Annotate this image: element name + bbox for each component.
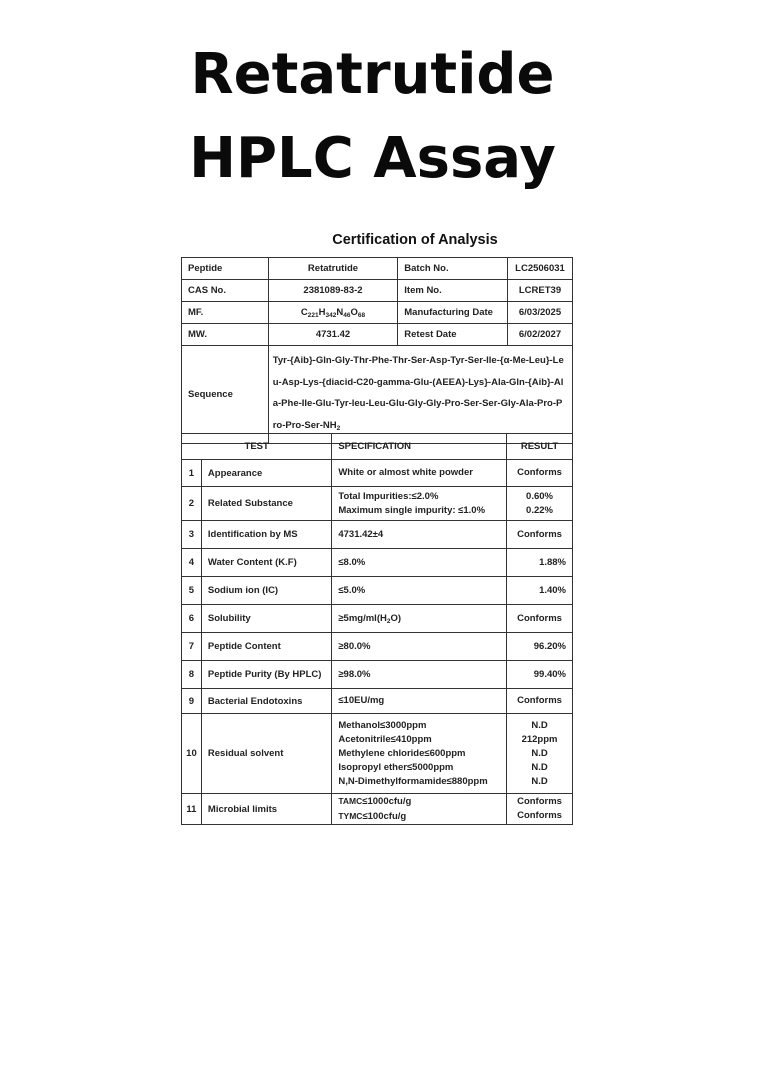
mf-o: O <box>350 306 358 318</box>
test-number: 5 <box>182 577 202 605</box>
test-specification <box>332 605 507 633</box>
result-line: Conforms <box>517 695 562 706</box>
test-number: 10 <box>182 714 202 794</box>
spec-line: ≥98.0% <box>338 668 371 680</box>
spec-line: ≤5.0% <box>338 584 366 596</box>
spec-line: 4731.42±4 <box>338 528 384 540</box>
mf-value <box>268 302 398 324</box>
test-specification <box>332 714 507 794</box>
test-number: 9 <box>182 689 202 714</box>
spec-line: Maximum single impurity: ≤1.0% <box>338 504 486 516</box>
test-result <box>507 689 573 714</box>
result-line: N.D <box>531 761 548 773</box>
test-number: 8 <box>182 661 202 689</box>
test-specification <box>332 689 507 714</box>
spec-line: Isopropyl ether≤5000ppm <box>338 761 454 773</box>
result-line: 96.20% <box>533 640 566 652</box>
mw-label: MW. <box>182 324 269 346</box>
mf-c-count: 221 <box>307 311 319 319</box>
spec-limit: ≤100cfu/g <box>362 811 407 822</box>
test-name: Peptide Content <box>201 633 331 661</box>
spec-line: Methanol≤3000ppm <box>338 719 427 731</box>
test-result <box>507 605 573 633</box>
spec-part: O) <box>390 612 402 624</box>
batch-value: LC2506031 <box>507 258 572 280</box>
result-line: Conforms <box>517 810 562 821</box>
test-result <box>507 661 573 689</box>
result-line: N.D <box>531 719 548 731</box>
header-specification: SPECIFICATION <box>332 434 507 460</box>
test-number: 6 <box>182 605 202 633</box>
test-result <box>507 577 573 605</box>
info-row <box>182 258 573 280</box>
info-row <box>182 302 573 324</box>
sequence-line: $ro-Pro-Ser-NH_2$ <box>272 419 341 432</box>
page-title-line-1: Retatrutide <box>190 42 555 107</box>
page-title-line-2: HPLC Assay <box>189 126 556 191</box>
item-value: LCRET39 <box>507 280 572 302</box>
test-specification <box>332 460 507 487</box>
test-number: 7 <box>182 633 202 661</box>
test-specification <box>332 549 507 577</box>
test-number: 11 <box>182 794 202 825</box>
mw-value: 4731.42 <box>268 324 398 346</box>
spec-line: Acetonitrile≤410ppm <box>338 733 432 745</box>
tests-header-row <box>182 434 573 460</box>
result-line: 212ppm <box>521 733 558 745</box>
test-name: Microbial limits <box>201 794 331 825</box>
spec-line: N,N-Dimethylformamide≤880ppm <box>338 775 488 787</box>
test-row <box>182 549 573 577</box>
test-specification <box>332 633 507 661</box>
spec-line: Methylene chloride≤600ppm <box>338 747 466 759</box>
result-line: Conforms <box>517 467 562 478</box>
test-name: Peptide Purity (By HPLC) <box>201 661 331 689</box>
header-result: RESULT <box>507 434 573 460</box>
sequence-label: Sequence <box>182 346 269 444</box>
spec-line <box>338 794 500 809</box>
sequence-line: u-Asp-Lys-{diacid-C20-gamma-Glu-(AEEA)-Lys}-Ala-Gln-{Aib}-Al <box>272 376 564 388</box>
info-row <box>182 324 573 346</box>
test-result <box>507 633 573 661</box>
test-row <box>182 577 573 605</box>
sequence-value <box>268 346 572 444</box>
test-name: Related Substance <box>201 487 331 521</box>
test-specification <box>332 661 507 689</box>
mf-n-count: 46 <box>343 311 351 319</box>
result-line: N.D <box>531 747 548 759</box>
peptide-label: Peptide <box>182 258 269 280</box>
spec-line: ≤10EU/mg <box>338 695 385 706</box>
spec-prefix: TAMC <box>338 796 363 806</box>
sequence-row <box>182 346 573 444</box>
mf-h-count: 342 <box>325 311 337 319</box>
test-row <box>182 605 573 633</box>
header-test: TEST <box>182 434 332 460</box>
spec-line <box>338 809 500 824</box>
test-name: Identification by MS <box>201 521 331 549</box>
test-row <box>182 714 573 794</box>
test-specification <box>332 577 507 605</box>
test-result <box>507 794 573 825</box>
spec-limit: ≤1000cfu/g <box>362 796 412 807</box>
test-row <box>182 521 573 549</box>
result-line: 1.40% <box>539 584 566 596</box>
retest-value: 6/02/2027 <box>507 324 572 346</box>
test-result <box>507 714 573 794</box>
test-result <box>507 460 573 487</box>
mf-label: MF. <box>182 302 269 324</box>
mf-c: C <box>300 306 308 318</box>
test-row <box>182 460 573 487</box>
test-specification <box>332 794 507 825</box>
test-result <box>507 549 573 577</box>
test-row <box>182 661 573 689</box>
test-name: Water Content (K.F) <box>201 549 331 577</box>
mf-n: N <box>336 306 344 318</box>
test-row <box>182 487 573 521</box>
spec-line: White or almost white powder <box>338 467 473 478</box>
result-line: Conforms <box>517 612 562 624</box>
test-result <box>507 521 573 549</box>
result-line: 1.88% <box>539 556 566 568</box>
result-line: N.D <box>531 775 548 787</box>
sequence-line: Tyr-{Aib}-Gln-Gly-Thr-Phe-Thr-Ser-Asp-Tyr-Ser-Ile-{α-Me-Leu}-Le <box>272 355 564 366</box>
test-result <box>507 487 573 521</box>
spec-line: ≤8.0% <box>338 556 366 568</box>
cas-value: 2381089-83-2 <box>268 280 398 302</box>
retest-label: Retest Date <box>398 324 508 346</box>
spec-line: Total Impurities:≤2.0% <box>338 490 439 502</box>
tests-table <box>181 433 573 825</box>
result-line: Conforms <box>517 796 562 807</box>
test-row <box>182 794 573 825</box>
test-row <box>182 633 573 661</box>
result-line: 0.22% <box>526 504 553 516</box>
mfg-label: Manufacturing Date <box>398 302 508 324</box>
result-line: Conforms <box>517 528 562 540</box>
test-number: 4 <box>182 549 202 577</box>
batch-label: Batch No. <box>398 258 508 280</box>
info-table <box>181 257 573 444</box>
mfg-value: 6/03/2025 <box>507 302 572 324</box>
item-label: Item No. <box>398 280 508 302</box>
test-name: Appearance <box>201 460 331 487</box>
test-specification <box>332 487 507 521</box>
spec-part: 2 <box>386 617 391 625</box>
cas-label: CAS No. <box>182 280 269 302</box>
mf-o-count: 68 <box>357 311 366 319</box>
test-number: 2 <box>182 487 202 521</box>
test-number: 3 <box>182 521 202 549</box>
info-row <box>182 280 573 302</box>
certificate-title: Certification of Analysis <box>332 232 498 248</box>
peptide-value: Retatrutide <box>268 258 398 280</box>
result-line: 99.40% <box>533 668 566 680</box>
test-specification <box>332 521 507 549</box>
test-name: Sodium ion (IC) <box>201 577 331 605</box>
test-name: Residual solvent <box>201 714 331 794</box>
test-name: Bacterial Endotoxins <box>201 689 331 714</box>
mf-h: H <box>318 306 326 318</box>
spec-prefix: TYMC <box>338 811 363 821</box>
result-line: 0.60% <box>526 490 553 502</box>
test-row <box>182 689 573 714</box>
sequence-line: a-Phe-Ile-Glu-Tyr-leu-Leu-Glu-Gly-Gly-Pro-Ser-Ser-Gly-Ala-Pro-P <box>272 398 563 409</box>
spec-line: ≥80.0% <box>338 640 371 652</box>
test-name: Solubility <box>201 605 331 633</box>
test-number: 1 <box>182 460 202 487</box>
spec-part: ≥5mg/ml(H <box>338 612 387 624</box>
